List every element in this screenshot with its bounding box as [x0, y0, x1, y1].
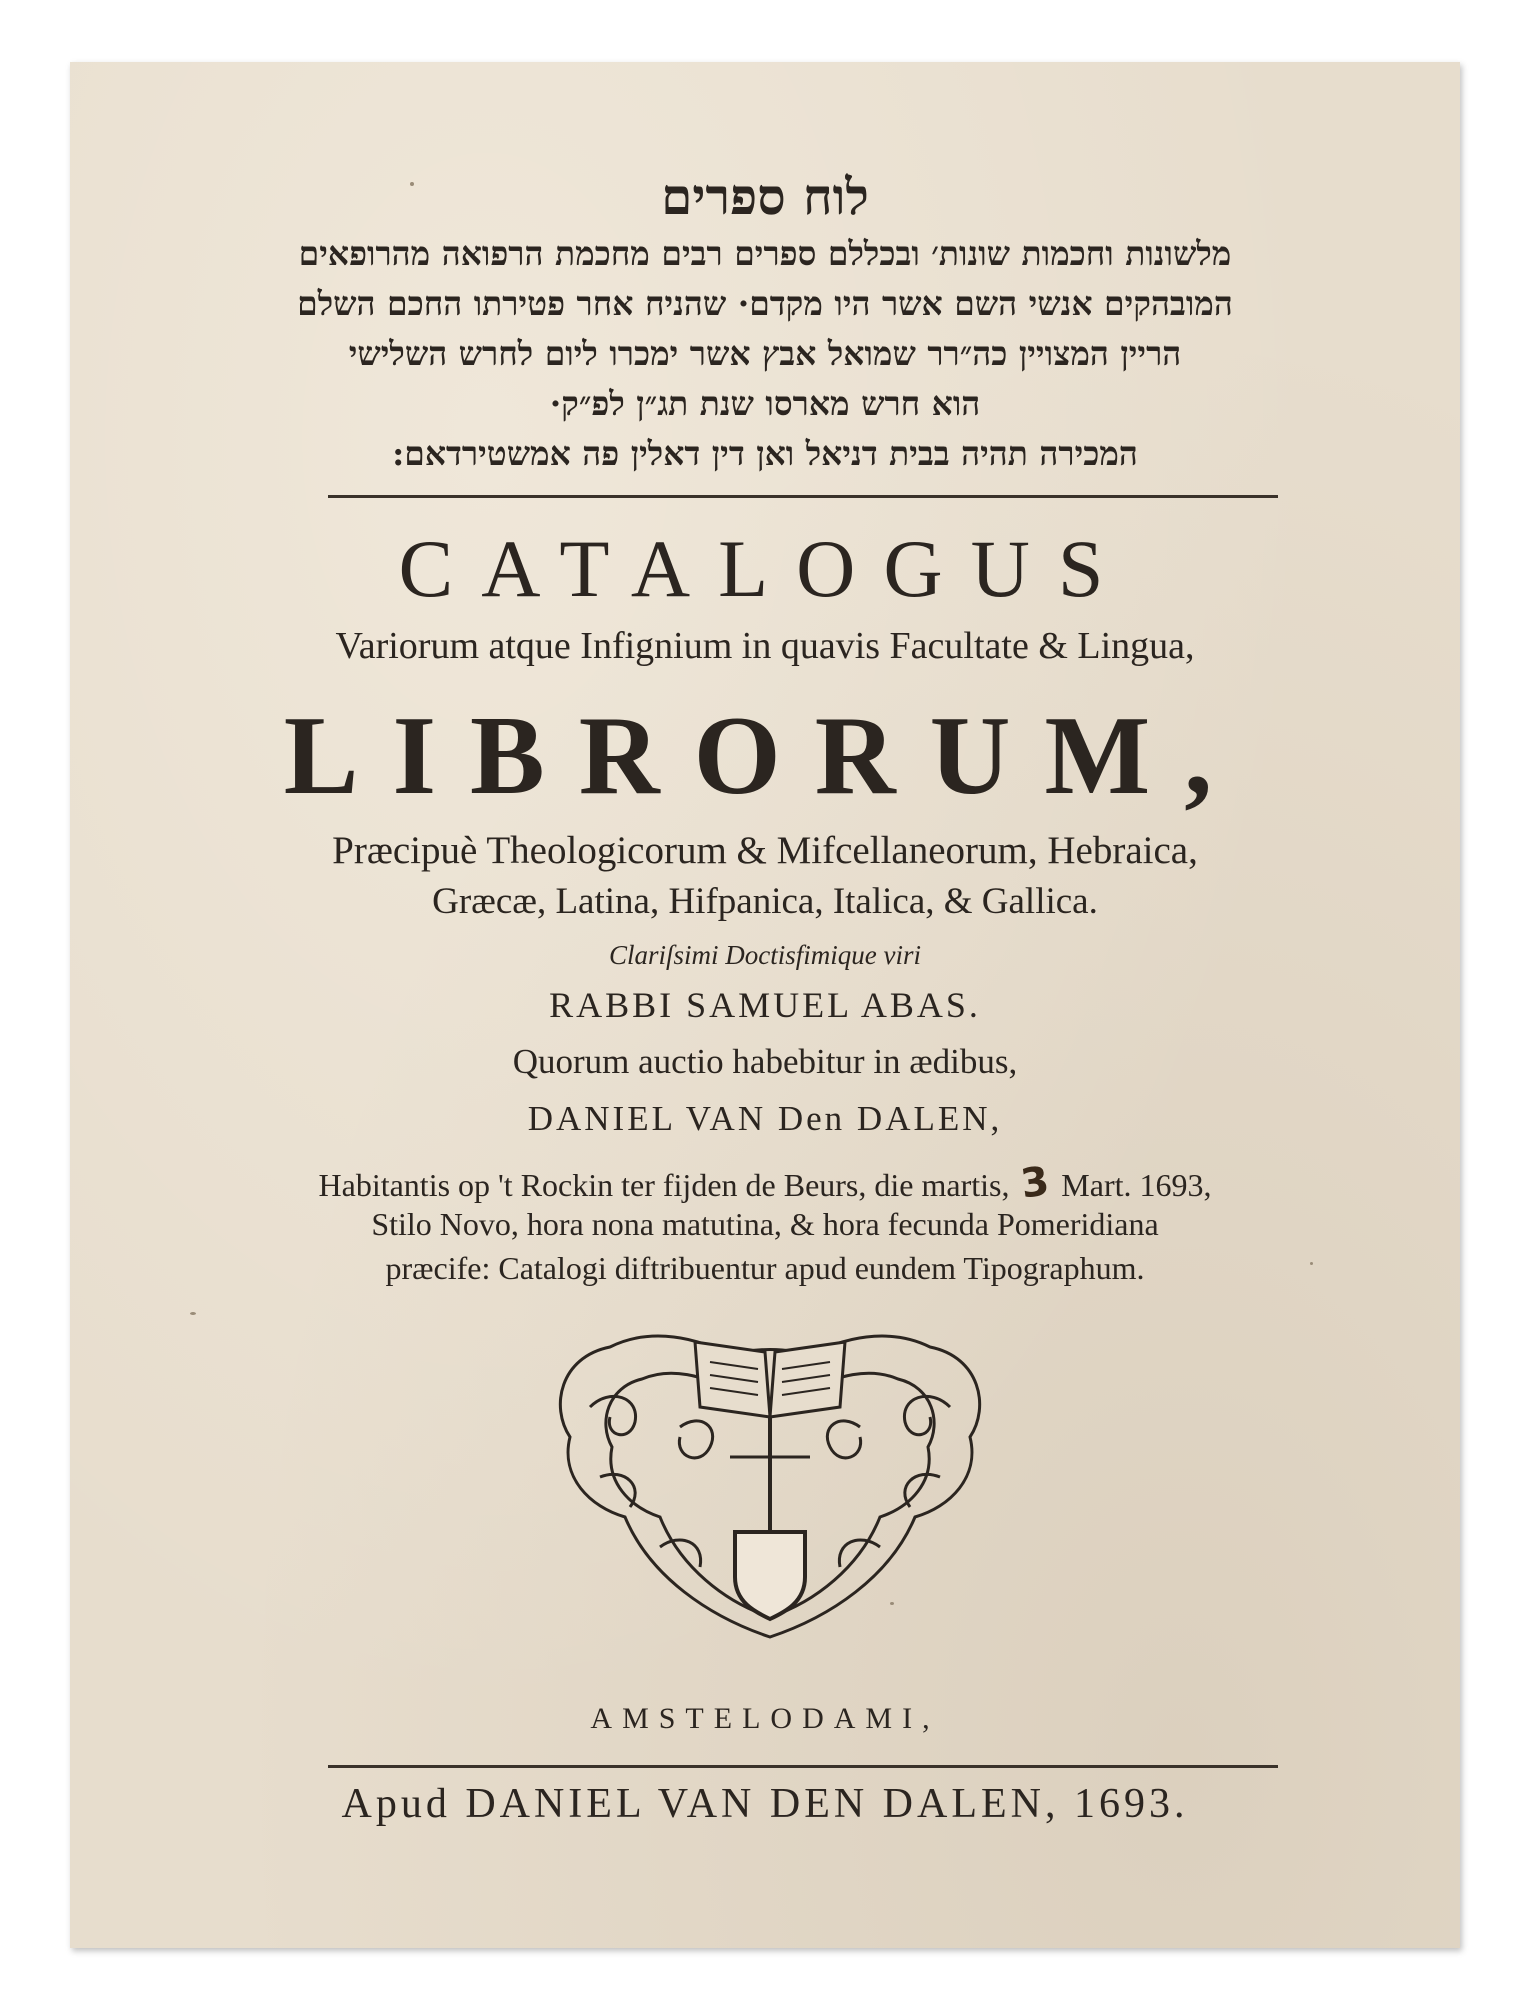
librorum-heading: LIBRORUM, [283, 694, 1247, 818]
printers-device-ornament [530, 1317, 1010, 1647]
languages-line: Græcæ, Latina, Hifpanica, Italica, & Gallica. [432, 881, 1098, 922]
praecise-line: præcife: Catalogi diftribuentur apud eundem Tipographum. [385, 1250, 1145, 1286]
handwritten-date: 3 [1018, 1158, 1053, 1208]
printer-name-line: DANIEL VAN Den DALEN, [527, 1099, 1003, 1138]
title-page [70, 62, 1460, 1948]
hebrew-line-4: הוא חרש מארסו שנת תג״ן לפ״ק· [549, 384, 981, 423]
rabbi-name: RABBI SAMUEL ABAS. [549, 985, 981, 1025]
clarissimi-line: Clariſsimi Doctisfimique viri [608, 940, 921, 970]
hebrew-line-5: המכירה תהיה בבית דניאל ואן דין דאלין פה אמשטירדאם: [392, 434, 1138, 473]
paper-speck [190, 1312, 196, 1315]
catalogus-heading: CATALOGUS [398, 523, 1132, 614]
top-rule-divider [328, 495, 1278, 498]
paper-speck [410, 182, 414, 186]
quorum-line: Quorum auctio habebitur in ædibus, [512, 1042, 1018, 1081]
hebrew-line-1: מלשונות וחכמות שונות׳ ובכללם ספרים רבים מחכמת הרפואה מהרופאים [298, 234, 1232, 273]
paper-speck [1310, 1262, 1313, 1265]
paper-speck [890, 1602, 894, 1605]
mart-text: Mart. 1693, [1061, 1167, 1212, 1203]
bottom-rule-divider [328, 1765, 1278, 1768]
stilo-line: Stilo Novo, hora nona matutina, & hora fecunda Pomeridiana [371, 1206, 1159, 1242]
imprint-printer: Apud DANIEL VAN DEN DALEN, 1693. [341, 1781, 1189, 1827]
imprint-city: AMSTELODAMI, [590, 1702, 940, 1735]
praecipue-line: Præcipuè Theologicorum & Mifcellaneorum, Hebraica, [332, 829, 1198, 872]
hebrew-line-3: הריין המצויין כה״רר שמואל אבץ אשר ימכרו ליום לחרש השלישי [348, 334, 1182, 373]
variorum-line: Variorum atque Infignium in quavis Facultate & Lingua, [335, 625, 1195, 667]
hebrew-title: לוח ספרים [661, 167, 869, 226]
habitantis-line [70, 1160, 1460, 1206]
habitantis-text: Habitantis op 't Rockin ter fijden de Beurs, die martis, [318, 1167, 1010, 1203]
hebrew-line-2: המובהקים אנשי השם אשר היו מקדם· שהניח אחר פטירתו החכם השלם [297, 284, 1233, 323]
